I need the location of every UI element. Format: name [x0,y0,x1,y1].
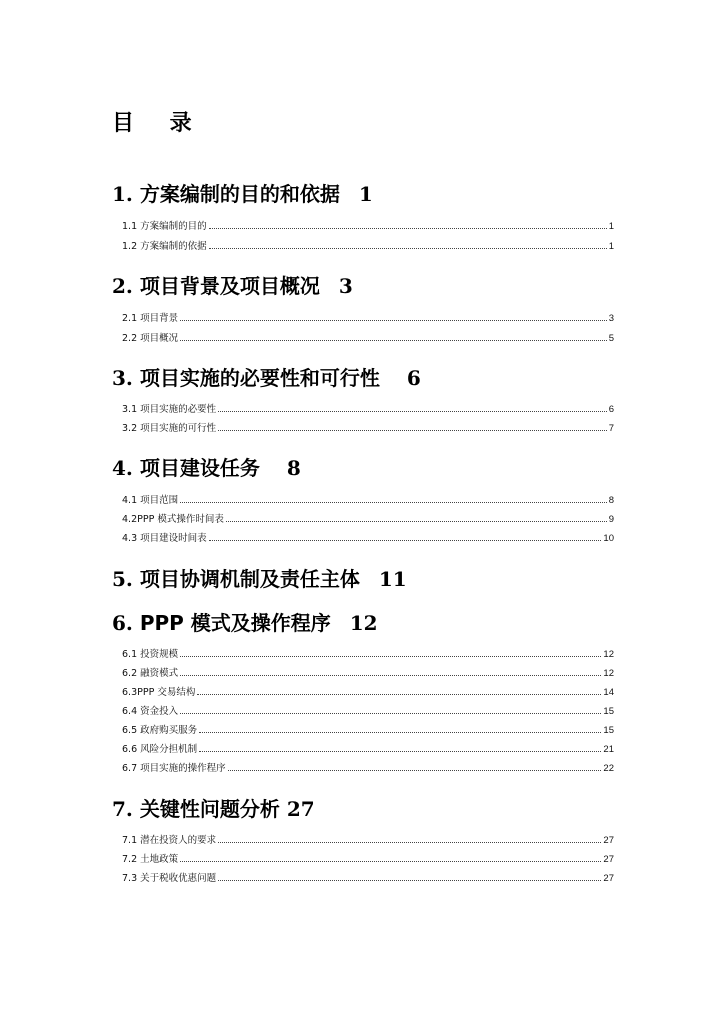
toc-entry-1-2[interactable] [122,238,614,252]
section-title: 项目背景及项目概况 [139,274,320,298]
dot-leader [218,429,607,431]
entry-page: 3 [608,313,614,324]
dot-leader [180,319,607,321]
entry-label: 6.2 融资模式 [122,668,179,679]
entry-label: 3.1 项目实施的必要性 [122,404,217,415]
toc-entry-6-2[interactable] [122,665,614,679]
toc-entry-6-1[interactable] [122,646,614,660]
entry-label: 6.6 风险分担机制 [122,744,198,755]
section-number: 3. [112,366,133,390]
dot-leader [199,750,601,752]
entry-label: 7.1 潜在投资人的要求 [122,835,217,846]
entry-label: 6.3PPP 交易结构 [122,687,196,698]
dot-leader [180,655,601,657]
section-title: 项目实施的必要性和可行性 [139,366,380,390]
toc-entry-1-1[interactable] [122,218,614,232]
section-number: 1. [112,182,133,206]
section-number: 7. [112,797,133,821]
toc-entry-4-1[interactable] [122,492,614,506]
toc-entry-4-2[interactable] [122,511,614,525]
toc-entry-6-6[interactable] [122,741,614,755]
dot-leader [218,841,601,843]
entry-page: 1 [608,241,614,252]
dot-leader [218,410,607,412]
entry-label: 6.1 投资规模 [122,649,179,660]
section-number: 2. [112,274,133,298]
toc-entry-6-3[interactable] [122,684,614,698]
dot-leader [180,712,601,714]
entry-page: 21 [603,744,614,755]
toc-entry-3-1[interactable] [122,401,614,415]
section-number: 4. [112,456,133,480]
toc-entry-7-3[interactable] [122,870,614,884]
toc-section-3[interactable] [112,362,421,391]
entry-page: 12 [603,668,614,679]
entry-label: 2.1 项目背景 [122,313,179,324]
entry-label: 3.2 项目实施的可行性 [122,423,217,434]
entry-page: 27 [603,854,614,865]
section-page: 12 [349,611,378,635]
entry-page: 14 [603,687,614,698]
entry-label: 4.1 项目范围 [122,495,179,506]
toc-entry-4-3[interactable] [122,530,614,544]
entry-page: 27 [603,835,614,846]
entry-page: 9 [608,514,614,525]
entry-page: 1 [608,221,614,232]
section-page: 1 [358,182,373,206]
toc-title: 目 录 [112,111,206,136]
dot-leader [180,501,607,503]
section-page: 6 [406,366,421,390]
section-page: 8 [286,456,301,480]
toc-section-6[interactable] [112,607,378,636]
section-page: 27 [286,797,315,821]
entry-label: 6.4 资金投入 [122,706,179,717]
dot-leader [226,520,607,522]
section-title: 方案编制的目的和依据 [139,182,340,206]
entry-page: 5 [608,333,614,344]
dot-leader [180,339,607,341]
toc-entry-2-2[interactable] [122,330,614,344]
entry-label: 6.7 项目实施的操作程序 [122,763,226,774]
section-title: 关键性问题分析 [139,797,280,821]
dot-leader [197,693,601,695]
dot-leader [209,227,607,229]
entry-page: 10 [603,533,614,544]
entry-label: 2.2 项目概况 [122,333,179,344]
entry-page: 8 [608,495,614,506]
toc-entry-7-2[interactable] [122,851,614,865]
toc-entry-7-1[interactable] [122,832,614,846]
entry-label: 1.2 方案编制的依据 [122,241,207,252]
entry-page: 27 [603,873,614,884]
dot-leader [218,879,601,881]
section-title: PPP 模式及操作程序 [139,611,331,635]
section-title: 项目协调机制及责任主体 [139,567,360,591]
toc-entry-3-2[interactable] [122,420,614,434]
entry-label: 7.3 关于税收优惠问题 [122,873,217,884]
dot-leader [199,731,601,733]
entry-page: 12 [603,649,614,660]
entry-label: 4.2PPP 模式操作时间表 [122,514,224,525]
dot-leader [209,539,602,541]
toc-entry-2-1[interactable] [122,310,614,324]
toc-entry-6-7[interactable] [122,760,614,774]
dot-leader [180,860,601,862]
section-page: 3 [338,274,353,298]
entry-label: 7.2 土地政策 [122,854,179,865]
dot-leader [228,769,602,771]
entry-page: 22 [603,763,614,774]
entry-label: 1.1 方案编制的目的 [122,221,207,232]
toc-section-1[interactable] [112,178,373,207]
toc-section-5[interactable] [112,563,407,592]
toc-section-2[interactable] [112,270,353,299]
section-number: 5. [112,567,133,591]
dot-leader [180,674,601,676]
toc-entry-6-5[interactable] [122,722,614,736]
toc-section-4[interactable] [112,452,301,481]
entry-label: 6.5 政府购买服务 [122,725,198,736]
toc-entry-6-4[interactable] [122,703,614,717]
entry-label: 4.3 项目建设时间表 [122,533,207,544]
entry-page: 7 [608,423,614,434]
entry-page: 15 [603,725,614,736]
dot-leader [209,247,607,249]
toc-section-7[interactable] [112,793,315,822]
section-number: 6. [112,611,133,635]
section-page: 11 [378,567,407,591]
entry-page: 15 [603,706,614,717]
entry-page: 6 [608,404,614,415]
section-title: 项目建设任务 [139,456,260,480]
